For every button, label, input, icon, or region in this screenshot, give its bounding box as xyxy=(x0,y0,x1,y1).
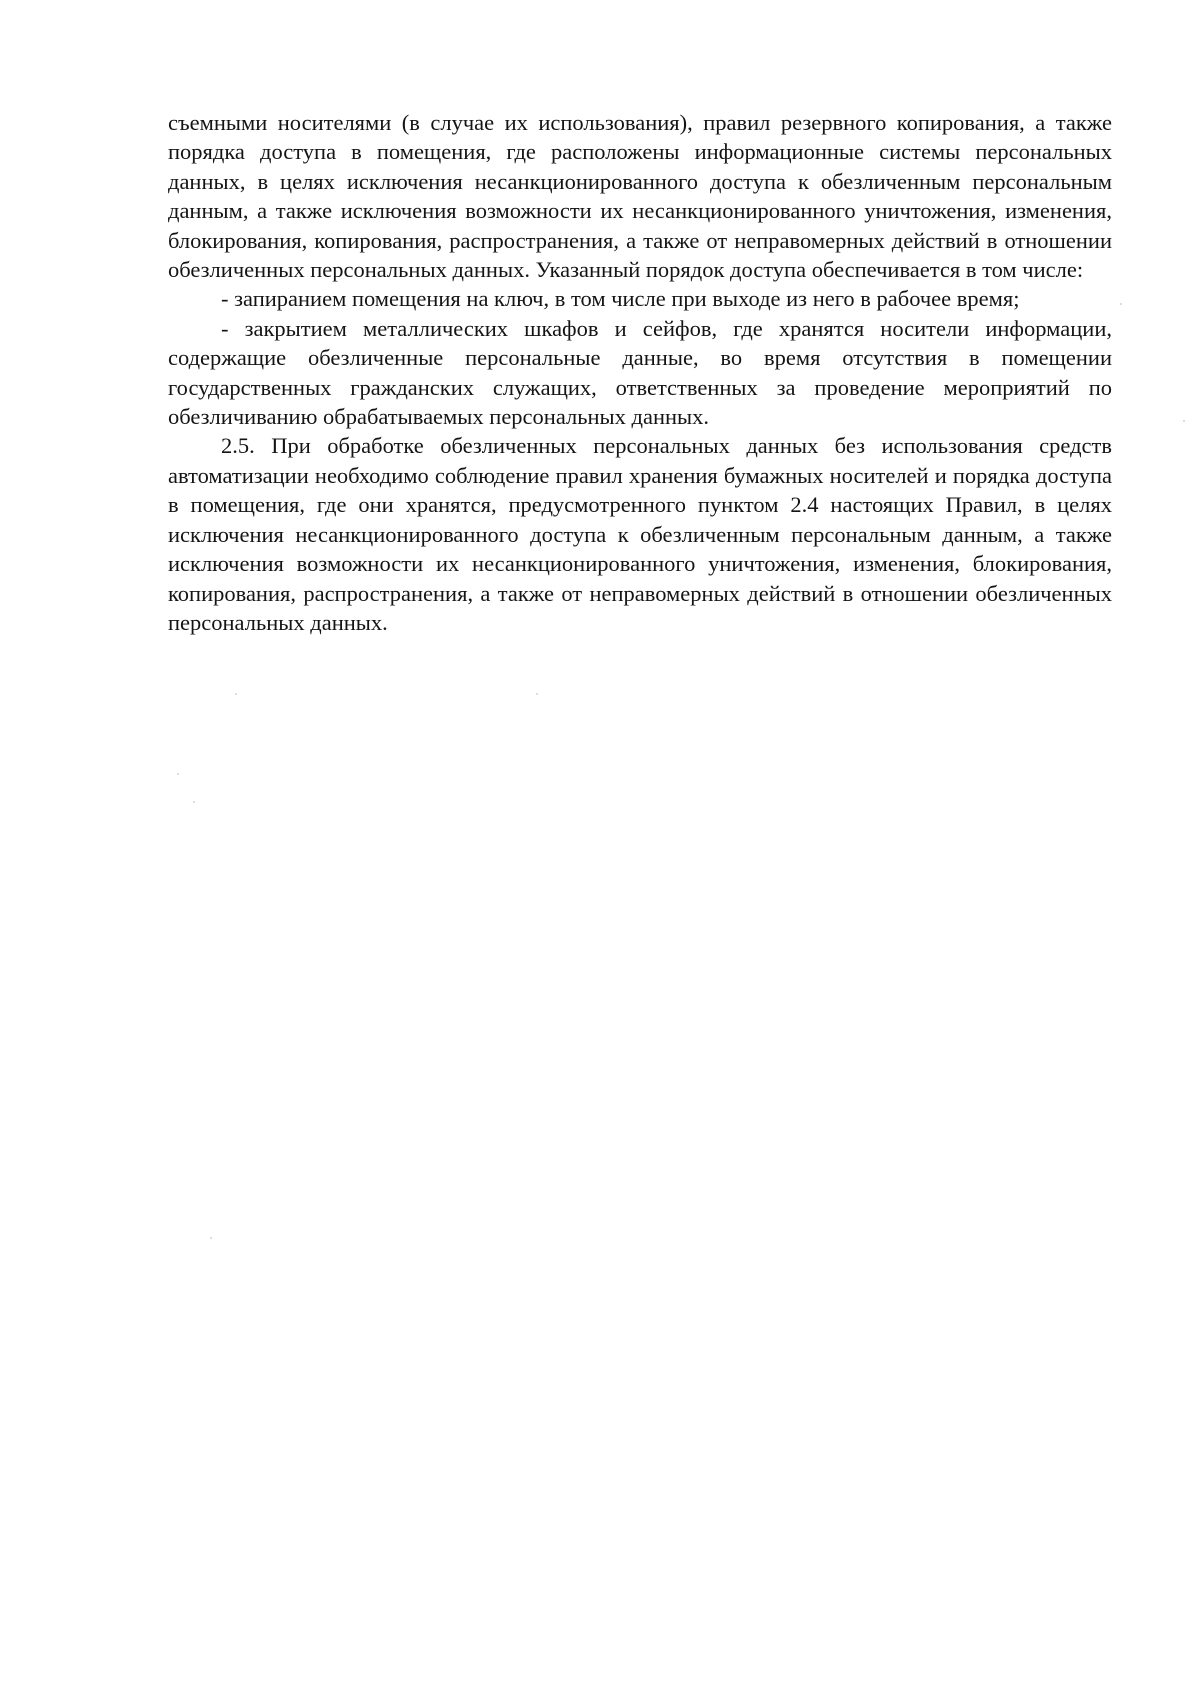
paragraph-continuation: съемными носителями (в случае их использования), правил резервного копирования, а также порядка доступа в помещения, где расположены информационные системы персональных данных, в целях исключения несанкционированного доступа к обезличенным персональным данным, а также исключения возможности их несанкционированного уничтожения, изменения, блокирования, копирования, распространения, а также от неправомерных действий в отношении обезличенных персональных данных. Указанный порядок доступа обеспечивается в том числе: xyxy=(168,110,1112,283)
list-item-close-cabinets: - закрытием металлических шкафов и сейфов, где хранятся носители информации, содержащие обезличенные персональные данные, во время отсутствия в помещении государственных гражданских служащих, ответственных за проведение мероприятий по обезличиванию обрабатываемых персональных данных. xyxy=(168,315,1112,430)
document-body xyxy=(168,108,1112,637)
paragraph-2-5: 2.5. При обработке обезличенных персональных данных без использования средств автоматизации необходимо соблюдение правил хранения бумажных носителей и порядка доступа в помещения, где они хранятся, предусмотренного пунктом 2.4 настоящих Правил, в целях исключения несанкционированного доступа к обезличенным персональным данным, а также исключения возможности их несанкционированного уничтожения, изменения, блокирования, копирования, распространения, а также от неправомерных действий в отношении обезличенных персональных данных. xyxy=(168,433,1112,635)
list-item-lock-room: - запиранием помещения на ключ, в том числе при выходе из него в рабочее время; xyxy=(221,286,1020,312)
